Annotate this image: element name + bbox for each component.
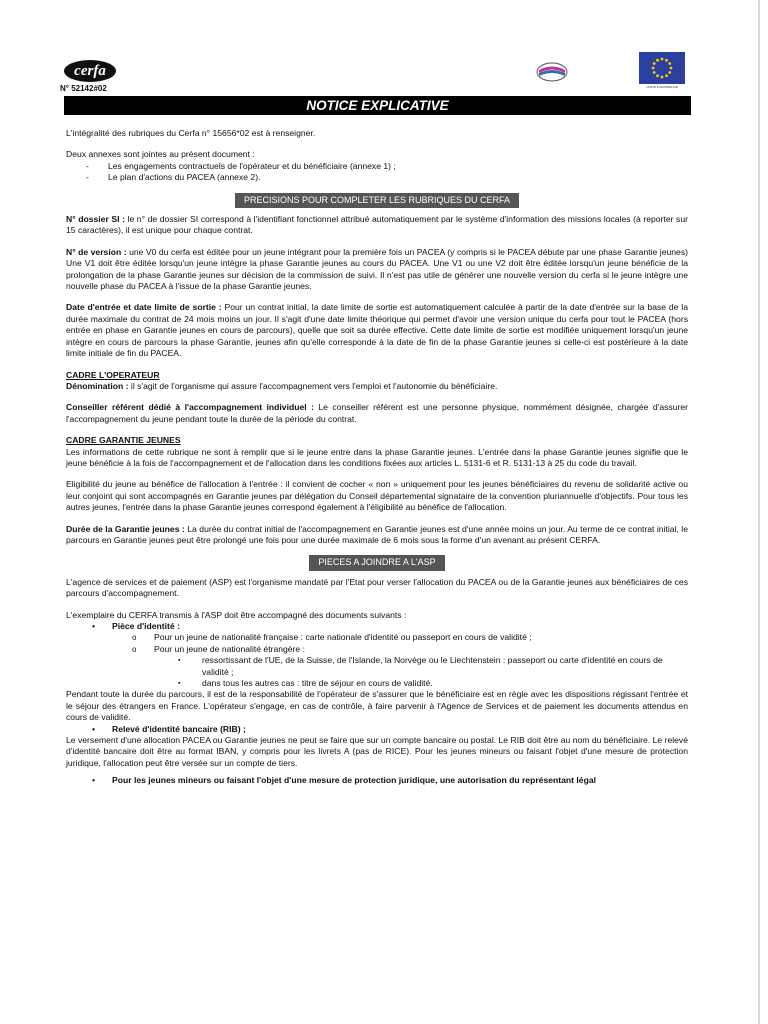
duree-label: Durée de la Garantie jeunes : bbox=[66, 523, 185, 534]
cerfa-logo: cerfa bbox=[64, 60, 116, 82]
document-body bbox=[66, 128, 688, 787]
gj-paragraph-2: Eligibilité du jeune au bénéfice de l'allocation à l'entrée : il convient de cocher « non » uniquement pour les jeunes bénéficiaires du revenu de solidarité active ou leur conjoint qui sont accompagnés en Garantie jeunes par délégation du Conseil départemental signataire de la convention pluriannuelle d'objectifs. Pour tous les autres jeunes, l'entrée dans la phase Garantie jeunes correspond également à l'éligibilité au bénéfice de l'allocation. bbox=[66, 479, 688, 513]
intro-line: L'intégralité des rubriques du Cerfa n° 15656*02 est à renseigner. bbox=[66, 128, 316, 138]
dates-text: Pour un contrat initial, la date limite de sortie est automatiquement calculée à partir de la date d'entrée sur la base de la durée maximale du contrat de 24 mois moins un jour. Il s'agit d'une date limite théorique qui permet d'avoir une version unique du cerfa pour tout le PACEA (hors entrée en phase en Garantie jeunes en cours de parcours), quelle que soit sa durée effective. Cette date limite de sortie est modifiée uniquement lorsqu'un jeune intègre en cours de parcours la phase Garantie, jeunes afin qu'elle corresponde à la date de fin de la phase Garantie jeunes si celle-ci est postérieure à la date limite initiale de fin du PACEA. bbox=[66, 302, 688, 359]
conseiller-text: Le conseiller référent est une personne physique, nommément désignée, chargée d'assurer l'accompagnement du jeune pendant toute la durée de la période du contrat. bbox=[66, 402, 688, 424]
ministry-emblem bbox=[536, 62, 568, 82]
duree-text: La durée du contrat initial de l'accompagnement en Garantie jeunes est d'une année moins un jour. Au terme de ce contrat initial, le parcours en Garantie jeunes peut être prolongé une fois pour une durée maximale de 6 mois sous la forme d'un avenant au présent CERFA. bbox=[66, 523, 688, 545]
eu-flag-icon bbox=[639, 52, 685, 84]
dossier-paragraph bbox=[66, 214, 688, 237]
section-band-pieces: PIECES A JOINDRE A L'ASP bbox=[309, 555, 444, 570]
conseiller-paragraph bbox=[66, 402, 688, 425]
conseiller-label: Conseiller référent dédié à l'accompagnement individuel : bbox=[66, 402, 314, 413]
asp-paragraph: L'agence de services et de paiement (ASP) est l'organisme mandaté par l'Etat pour verser l'allocation du PACEA ou de la Garantie jeunes aux bénéficiaires de ces parcours d'accompagnement. bbox=[66, 576, 688, 599]
autres-cas-item: ▪ dans tous les autres cas : titre de séjour en cours de validité. bbox=[66, 678, 688, 689]
rib-item: • Relevé d'identité bancaire (RIB) ; bbox=[66, 724, 688, 735]
list-item: - Les engagements contractuels de l'opérateur et du bénéficiaire (annexe 1) ; bbox=[84, 161, 688, 172]
documents-intro: L'exemplaire du CERFA transmis à l'ASP doit être accompagné des documents suivants : bbox=[66, 609, 407, 620]
ue-item: ▪ ressortissant de l'UE, de la Suisse, de l'Islande, la Norvège ou le Liechtenstein : passeport ou carte d'identité en cours de validité ; bbox=[66, 655, 688, 678]
version-paragraph bbox=[66, 247, 688, 293]
version-label: N° de version : bbox=[66, 246, 127, 257]
denomination-paragraph bbox=[66, 381, 688, 392]
piece-identite-item: • Pièce d'identité : bbox=[66, 621, 688, 632]
duree-paragraph bbox=[66, 524, 688, 547]
denomination-label: Dénomination : bbox=[66, 380, 129, 391]
rib-paragraph: Le versement d'une allocation PACEA ou Garantie jeunes ne peut se faire que sur un compte bancaire ou postal. Le RIB doit être au nom du bénéficiaire. Le relevé d'identité bancaire doit être au format IBAN, y compris pour les livrets A (pas de RICE). Pour les jeunes mineurs ou faisant l'objet d'une mesure de protection juridique, l'allocation peut être versée sur un compte de tiers. bbox=[66, 735, 688, 768]
dates-label: Date d'entrée et date limite de sortie : bbox=[66, 302, 222, 313]
annexes-intro: Deux annexes sont jointes au présent document : bbox=[66, 149, 255, 160]
dossier-text: le n° de dossier SI correspond à l'identifiant fonctionnel attribué automatiquement par le système d'information des missions locales (à reporter sur 15 caractères), il est unique pour chaque contrat. bbox=[66, 214, 688, 236]
nationalite-etrangere-item: o Pour un jeune de nationalité étrangère : bbox=[66, 644, 688, 655]
dossier-label: N° dossier SI : bbox=[66, 214, 125, 225]
section-band-precisions: PRECISIONS POUR COMPLETER LES RUBRIQUES DU CERFA bbox=[235, 193, 519, 208]
version-text: une V0 du cerfa est éditée pour un jeune intégrant pour la première fois un PACEA (y compris si le PACEA débute par une phase Garantie jeunes) Une V1 doit être éditée lorsqu'un jeune intègre la phase Garantie jeunes au cours du PACEA. Une V1 ou une V2 doit être éditée lorsqu'un jeune bénéficie de la prolongation de la phase Garantie jeunes sur décision de la commission de suivi. Il n'est pas utile de générer une nouvelle version du cerfa si le jeune intègre une nouvelle phase du PACEA à l'issue de la phase Garantie jeunes. bbox=[66, 246, 688, 292]
nationalite-francaise-item: o Pour un jeune de nationalité française : carte nationale d'identité ou passeport en cours de validité ; bbox=[66, 632, 688, 643]
list-item: - Le plan d'actions du PACEA (annexe 2). bbox=[84, 172, 688, 183]
pendant-paragraph: Pendant toute la durée du parcours, il est de la responsabilité de l'opérateur de s'assurer que le bénéficiaire est en règle avec les dispositions régissant l'entrée et le séjour des étrangers en France. L'opérateur s'engage, en cas de contrôle, à faire parvenir à l'Agence de Services et de paiement les documents attendus en cours de validité. bbox=[66, 689, 688, 723]
cadre-operateur-title: CADRE L'OPERATEUR bbox=[66, 369, 160, 380]
gj-paragraph-1: Les informations de cette rubrique ne sont à remplir que si le jeune entre dans la phase Garantie jeunes. L'entrée dans la phase Garantie jeunes signifie que le jeune bénéficie à la fois de l'accompagnement et de l'allocation dans les conditions fixées aux articles L. 5131-6 et R. 5131-13 à 25 du code du travail. bbox=[66, 446, 688, 468]
eu-caption: UNION EUROPÉENNE bbox=[646, 85, 678, 89]
dates-paragraph bbox=[66, 302, 688, 359]
page-title: NOTICE EXPLICATIVE bbox=[64, 96, 691, 115]
mineurs-item: • Pour les jeunes mineurs ou faisant l'objet d'une mesure de protection juridique, une autorisation du représentant légal bbox=[66, 775, 688, 786]
page-edge bbox=[758, 0, 760, 1024]
annexes-list bbox=[66, 161, 688, 184]
cerfa-number: N° 52142#02 bbox=[60, 84, 107, 93]
cadre-gj-title: CADRE GARANTIE JEUNES bbox=[66, 435, 181, 446]
denomination-text: il s'agit de l'organisme qui assure l'accompagnement vers l'emploi et l'autonomie du bénéficiaire. bbox=[128, 380, 498, 391]
